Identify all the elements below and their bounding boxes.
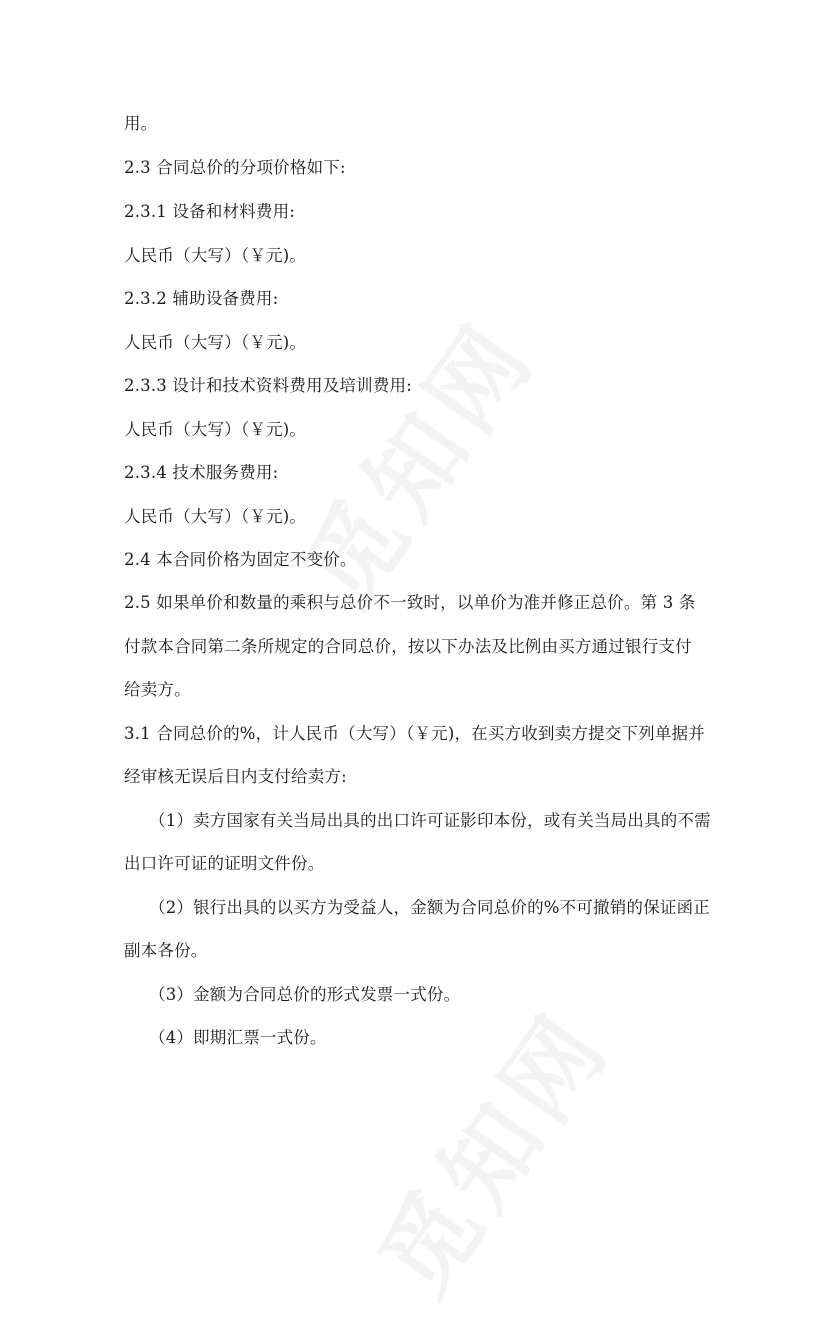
list-item: （3）金额为合同总价的形式发票一式份。 (149, 985, 461, 1004)
paragraph-line: 经审核无误后日内支付给卖方: (124, 767, 347, 786)
paragraph-line: 2.5 如果单价和数量的乘积与总价不一致时，以单价为准并修正总价。第 3 条 (124, 593, 696, 612)
amount-line: 人民币（大写）（￥元)。 (124, 246, 307, 265)
amount-line: 人民币（大写）（￥元)。 (124, 420, 307, 439)
amount-line: 人民币（大写）（￥元)。 (124, 507, 307, 526)
watermark-text (267, 289, 562, 628)
list-item-continuation: 副本各份。 (124, 941, 208, 960)
amount-line: 人民币（大写）（￥元)。 (124, 333, 307, 352)
section-heading: 2.4 本合同价格为固定不变价。 (124, 550, 357, 569)
list-item: （2）银行出具的以买方为受益人，金额为合同总价的%不可撤销的保证函正 (149, 898, 710, 917)
paragraph-line: 3.1 合同总价的%，计人民币（大写）（￥元)，在买方收到卖方提交下列单据并 (124, 724, 705, 743)
paragraph-line: 给卖方。 (124, 680, 191, 699)
section-heading: 2.3 合同总价的分项价格如下: (124, 158, 346, 177)
watermark-text (342, 979, 637, 1318)
subsection-heading: 2.3.4 技术服务费用: (124, 463, 279, 482)
list-item-continuation: 出口许可证的证明文件份。 (124, 854, 325, 873)
paragraph-line: 用。 (124, 114, 158, 133)
list-item: （4）即期汇票一式份。 (149, 1028, 327, 1047)
list-item: （1）卖方国家有关当局出具的出口许可证影印本份，或有关当局出具的不需 (149, 811, 711, 830)
paragraph-line: 付款本合同第二条所规定的合同总价，按以下办法及比例由买方通过银行支付 (124, 637, 692, 656)
subsection-heading: 2.3.1 设备和材料费用: (124, 202, 296, 221)
subsection-heading: 2.3.2 辅助设备费用: (124, 289, 279, 308)
subsection-heading: 2.3.3 设计和技术资料费用及培训费用: (124, 376, 412, 395)
